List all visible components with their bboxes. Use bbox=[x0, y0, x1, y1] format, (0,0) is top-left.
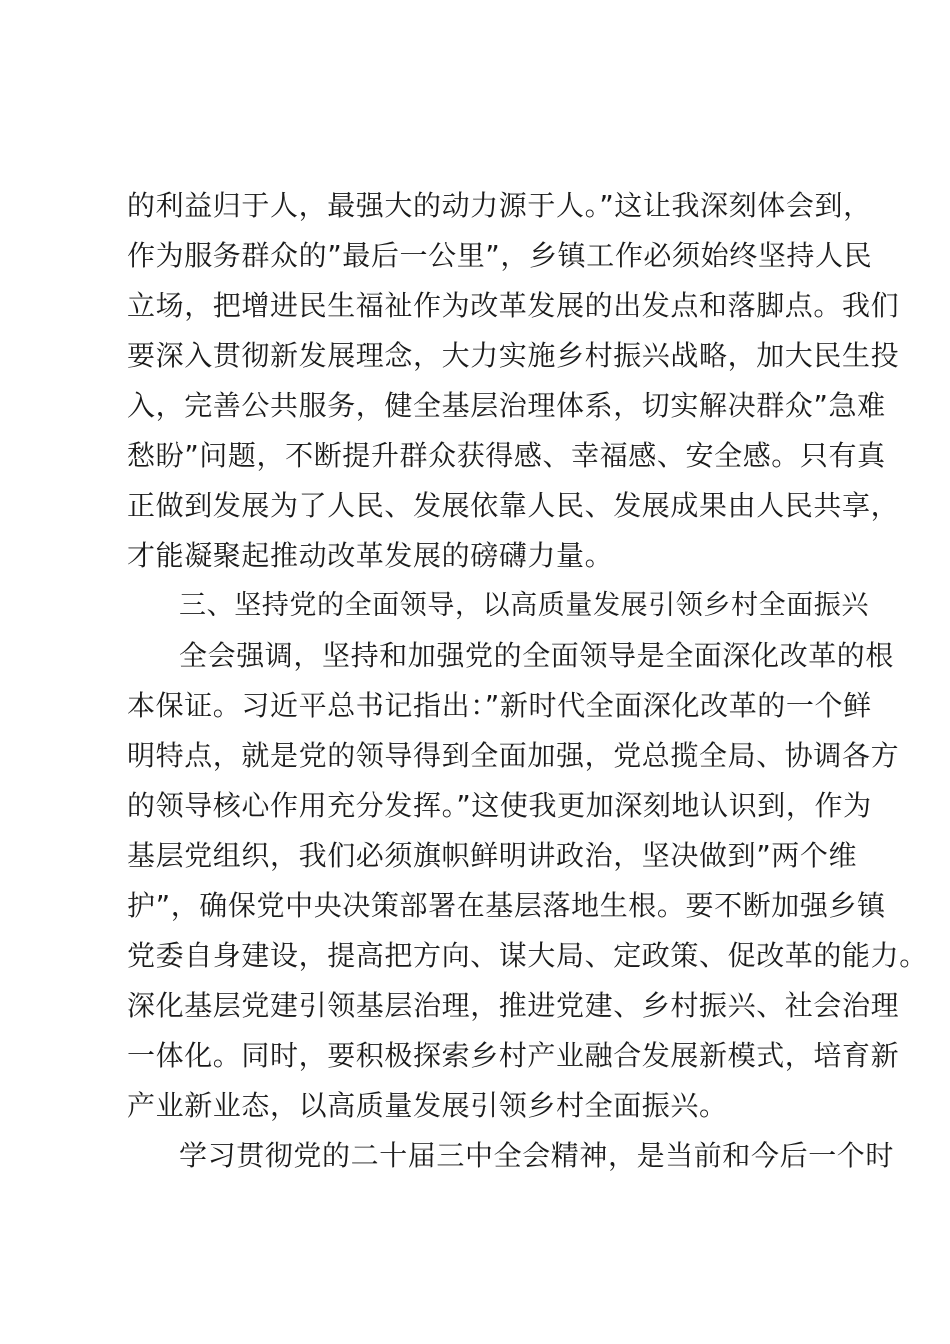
text-line: 入，完善公共服务，健全基层治理体系，切实解决群众”急难 bbox=[127, 389, 886, 422]
text-line: 学习贯彻党的二十届三中全会精神，是当前和今后一个时 bbox=[179, 1139, 895, 1172]
text-line: 一体化。同时，要积极探索乡村产业融合发展新模式，培育新 bbox=[127, 1039, 900, 1072]
text-line: 深化基层党建引领基层治理，推进党建、乡村振兴、社会治理 bbox=[127, 989, 900, 1022]
text-line: 明特点，就是党的领导得到全面加强，党总揽全局、协调各方 bbox=[127, 739, 900, 772]
text-line: 要深入贯彻新发展理念，大力实施乡村振兴战略，加大民生投 bbox=[127, 339, 900, 372]
text-line: 才能凝聚起推动改革发展的磅礴力量。 bbox=[127, 539, 614, 572]
text-line: 的利益归于人，最强大的动力源于人。”这让我深刻体会到， bbox=[127, 189, 872, 222]
text-line: 基层党组织，我们必须旗帜鲜明讲政治，坚决做到”两个维 bbox=[127, 839, 858, 872]
text-line: 正做到发展为了人民、发展依靠人民、发展成果由人民共享， bbox=[127, 489, 900, 522]
text-line: 全会强调，坚持和加强党的全面领导是全面深化改革的根 bbox=[179, 639, 895, 672]
text-line: 本保证。习近平总书记指出：”新时代全面深化改革的一个鲜 bbox=[127, 689, 872, 722]
text-line: 党委自身建设，提高把方向、谋大局、定政策、促改革的能力。 bbox=[127, 939, 928, 972]
text-line: 愁盼”问题，不断提升群众获得感、幸福感、安全感。只有真 bbox=[127, 439, 886, 472]
text-line: 护”，确保党中央决策部署在基层落地生根。要不断加强乡镇 bbox=[127, 889, 886, 922]
text-line: 作为服务群众的”最后一公里”，乡镇工作必须始终坚持人民 bbox=[127, 239, 873, 272]
text-line: 立场，把增进民生福祉作为改革发展的出发点和落脚点。我们 bbox=[127, 289, 900, 322]
text-line: 的领导核心作用充分发挥。”这使我更加深刻地认识到，作为 bbox=[127, 789, 872, 822]
text-line: 产业新业态，以高质量发展引领乡村全面振兴。 bbox=[127, 1089, 728, 1122]
section-heading: 三、坚持党的全面领导，以高质量发展引领乡村全面振兴 bbox=[179, 590, 869, 621]
